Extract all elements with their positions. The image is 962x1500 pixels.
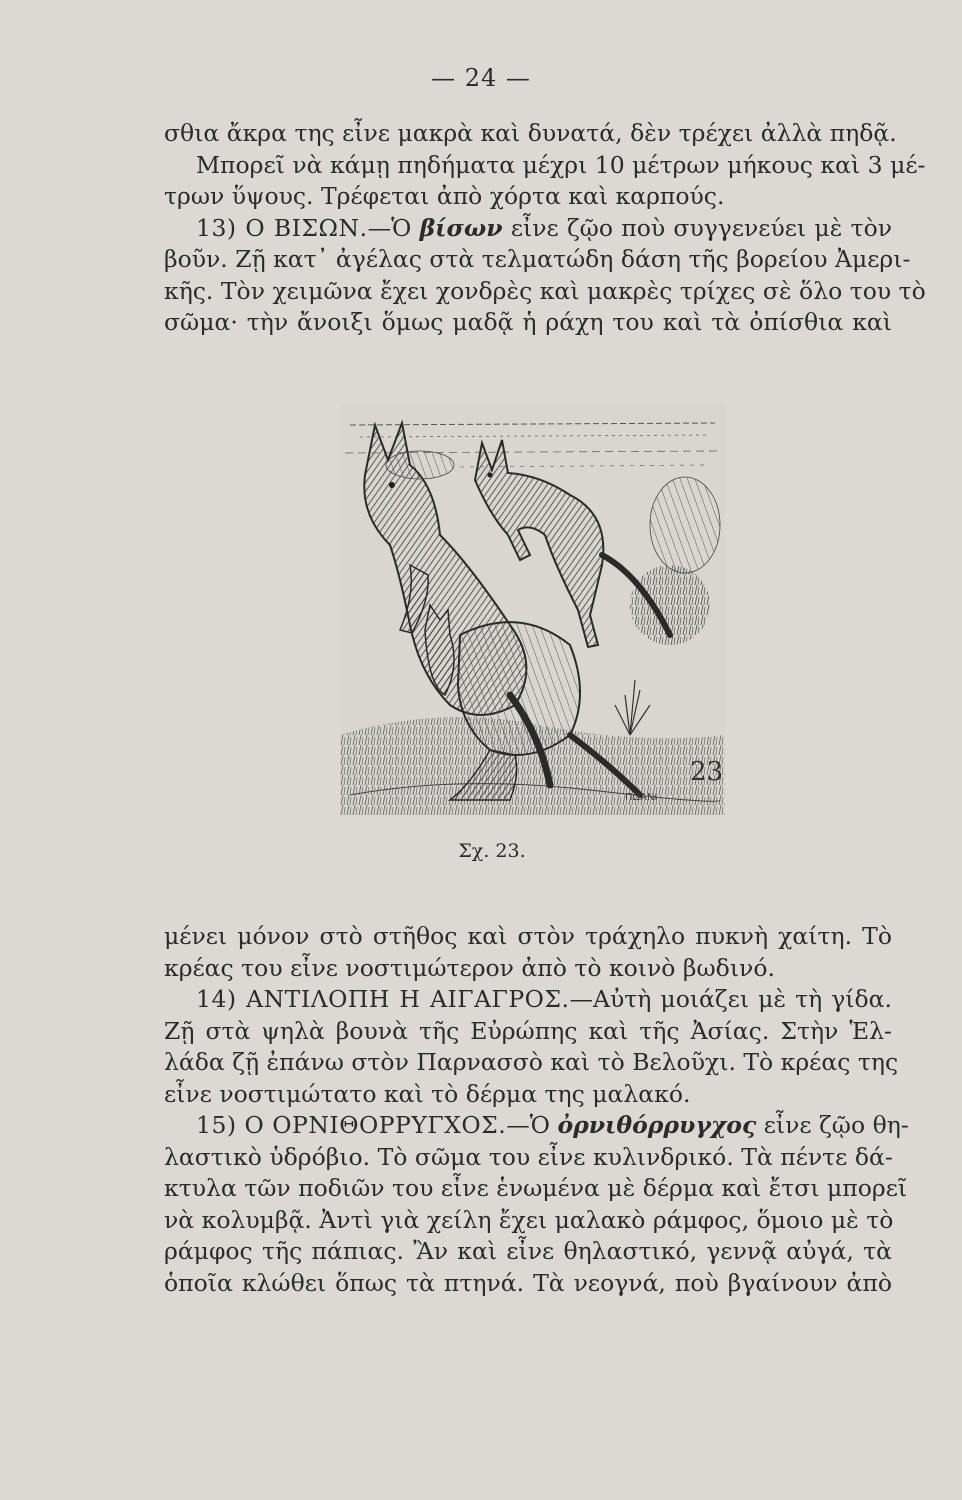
text-line: σῶμα· τὴν ἄνοιξι ὅμως μαδᾷ ἡ ράχη του καὶ τὰ ὀπίσθια καὶ [164, 308, 892, 336]
text-line: εἶνε νοστιμώτατο καὶ τὸ δέρμα της μαλακό. [164, 1079, 691, 1108]
text-line: εἶνε ζῷο ποὺ συγγενεύει μὲ τὸν [502, 213, 893, 242]
text-line: κτυλα τῶν ποδιῶν του εἶνε ἑνωμένα μὲ δέρμα καὶ ἔτσι μπορεῖ [164, 1174, 908, 1202]
antilope-heading: 14) ΑΝΤΙΛΟΠΗ Η ΑΙΓΑΓΡΟΣ. [196, 985, 570, 1013]
page-number: — 24 — [431, 64, 531, 92]
platypus-heading: 15) Ο ΟΡΝΙΘΟΡΡΥΓΧΟΣ. [196, 1111, 507, 1139]
figure-mark: 23 [690, 757, 724, 787]
text-line: βοῦν. Ζῇ κατ᾽ ἀγέλας στὰ τελματώδη δάση τῆς βορείου Ἀμερι- [164, 245, 911, 273]
heading-dash: —Ὁ [367, 213, 420, 242]
text-line: σθια ἄκρα της εἶνε μακρὰ καὶ δυνατά, δὲν τρέχει ἀλλὰ πηδᾷ. [164, 119, 897, 147]
text-line: εἶνε ζῷο θη- [756, 1111, 909, 1139]
bottom-text-block [164, 921, 909, 1299]
text-line: —Αὐτὴ μοιάζει μὲ τὴ γίδα. [569, 985, 892, 1013]
text-line: κῆς. Τὸν χειμῶνα ἔχει χονδρὲς καὶ μακρὲς τρίχες σὲ ὅλο του τὸ [164, 276, 926, 305]
platypus-paragraph-start [164, 1110, 909, 1142]
text-line: κρέας του εἶνε νοστιμώτερον ἀπὸ τὸ κοινὸ βωδινό. [164, 953, 775, 982]
antilope-paragraph-start [164, 984, 892, 1016]
bison-heading: 13) Ο ΒΙΣΩΝ. [196, 213, 368, 242]
engraver-signature: ΠΩΑΝΙ [625, 792, 658, 803]
text-line: λαστικὸ ὑδρόβιο. Τὸ σῶμα του εἶνε κυλινδρικό. Τὰ πέντε δά- [164, 1142, 893, 1171]
figure-caption: Σχ. 23. [458, 840, 526, 862]
text-line: ὁποῖα κλώθει ὅπως τὰ πτηνά. Τὰ νεογνά, ποὺ βγαίνουν ἀπὸ [164, 1268, 892, 1297]
text-line: νὰ κολυμβᾷ. Ἀντὶ γιὰ χείλη ἔχει μαλακὸ ράμφος, ὅμοιο μὲ τὸ [164, 1205, 894, 1234]
bison-name: βίσων [419, 213, 503, 242]
bison-paragraph-start [164, 213, 892, 245]
top-text-block [164, 118, 926, 339]
text-line: Ζῇ στὰ ψηλὰ βουνὰ τῆς Εὐρώπης καὶ τῆς Ἀσίας. Στὴν Ἑλ- [164, 1016, 892, 1045]
text-line: Μπορεῖ νὰ κάμῃ πηδήματα μέχρι 10 μέτρων μήκους καὶ 3 μέ- [196, 150, 926, 179]
kangaroo-illustration [340, 405, 725, 815]
text-line: λάδα ζῇ ἐπάνω στὸν Παρνασσὸ καὶ τὸ Βελοῦχι. Τὸ κρέας της [164, 1048, 899, 1076]
heading-dash: —Ὁ [506, 1111, 558, 1139]
kangaroo-engraving [340, 405, 725, 815]
text-line: μένει μόνον στὸ στῆθος καὶ στὸν τράχηλο πυκνὴ χαίτη. Τὸ [164, 922, 892, 950]
text-line: ράμφος τῆς πάπιας. Ἂν καὶ εἶνε θηλαστικό, γεννᾷ αὐγά, τὰ [164, 1237, 892, 1265]
text-line: τρων ὕψους. Τρέφεται ἀπὸ χόρτα καὶ καρπούς. [164, 182, 725, 210]
platypus-name: ὀρνιθόρρυγχος [557, 1111, 757, 1139]
